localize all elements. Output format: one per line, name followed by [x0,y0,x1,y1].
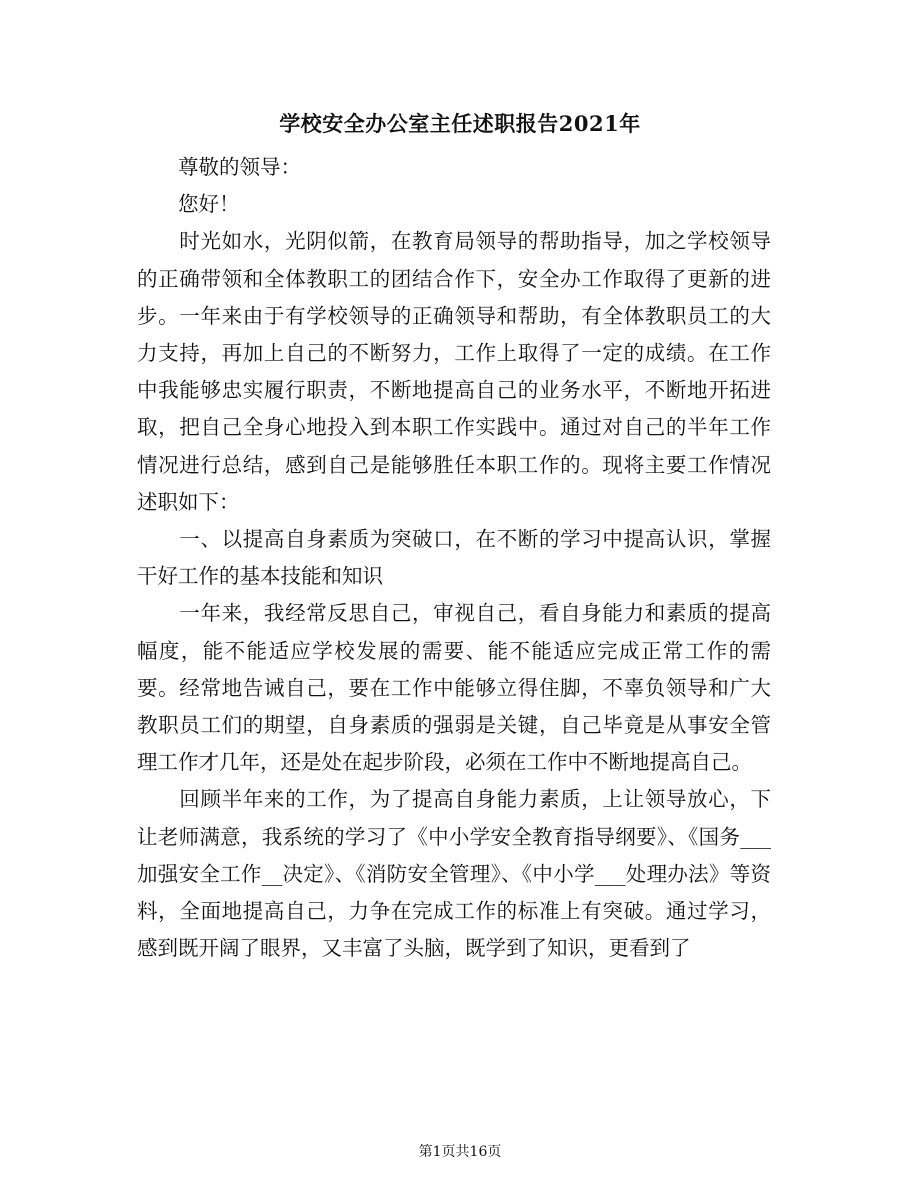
document-body [137,149,771,967]
page-number-footer: 第1页共16页 [418,1144,502,1160]
body-paragraph-reflection: 一年来，我经常反思自己，审视自己，看自身能力和素质的提高幅度，能不能适应学校发展的需要、能不能适应完成正常工作的需要。经常地告诫自己，要在工作中能够立得住脚，不辜负领导和广大教职员工们的期望，自身素质的强弱是关键，自己毕竟是从事安全管理工作才几年，还是处在起步阶段，必须在工作中不断地提高自己。 [137,601,771,775]
body-paragraph-study: 回顾半年来的工作，为了提高自身能力素质，上让领导放心，下让老师满意，我系统的学习了《中小学安全教育指导纲要》、《国务___加强安全工作__决定》、《消防安全管理》、《中小学___处理办法》等资料，全面地提高自己，力争在完成工作的标准上有突破。通过学习，感到既开阔了眼界，又丰富了头脑，既学到了知识，更看到了 [137,787,771,961]
greeting-paragraph: 您好！ [137,192,240,217]
document-title: 学校安全办公室主任述职报告2021年 [279,111,641,136]
intro-paragraph: 时光如水，光阴似箭，在教育局领导的帮助指导，加之学校领导的正确带领和全体教职工的团结合作下，安全办工作取得了更新的进步。一年来由于有学校领导的正确领导和帮助，有全体教职员工的大力支持，再加上自己的不断努力，工作上取得了一定的成绩。在工作中我能够忠实履行职责，不断地提高自己的业务水平，不断地开拓进取，把自己全身心地投入到本职工作实践中。通过对自己的半年工作情况进行总结，感到自己是能够胜任本职工作的。现将主要工作情况述职如下： [137,229,771,514]
section-heading-1: 一、以提高自身素质为突破口，在不断的学习中提高认识，掌握干好工作的基本技能和知识 [137,527,771,589]
salutation-paragraph: 尊敬的领导： [137,155,301,179]
